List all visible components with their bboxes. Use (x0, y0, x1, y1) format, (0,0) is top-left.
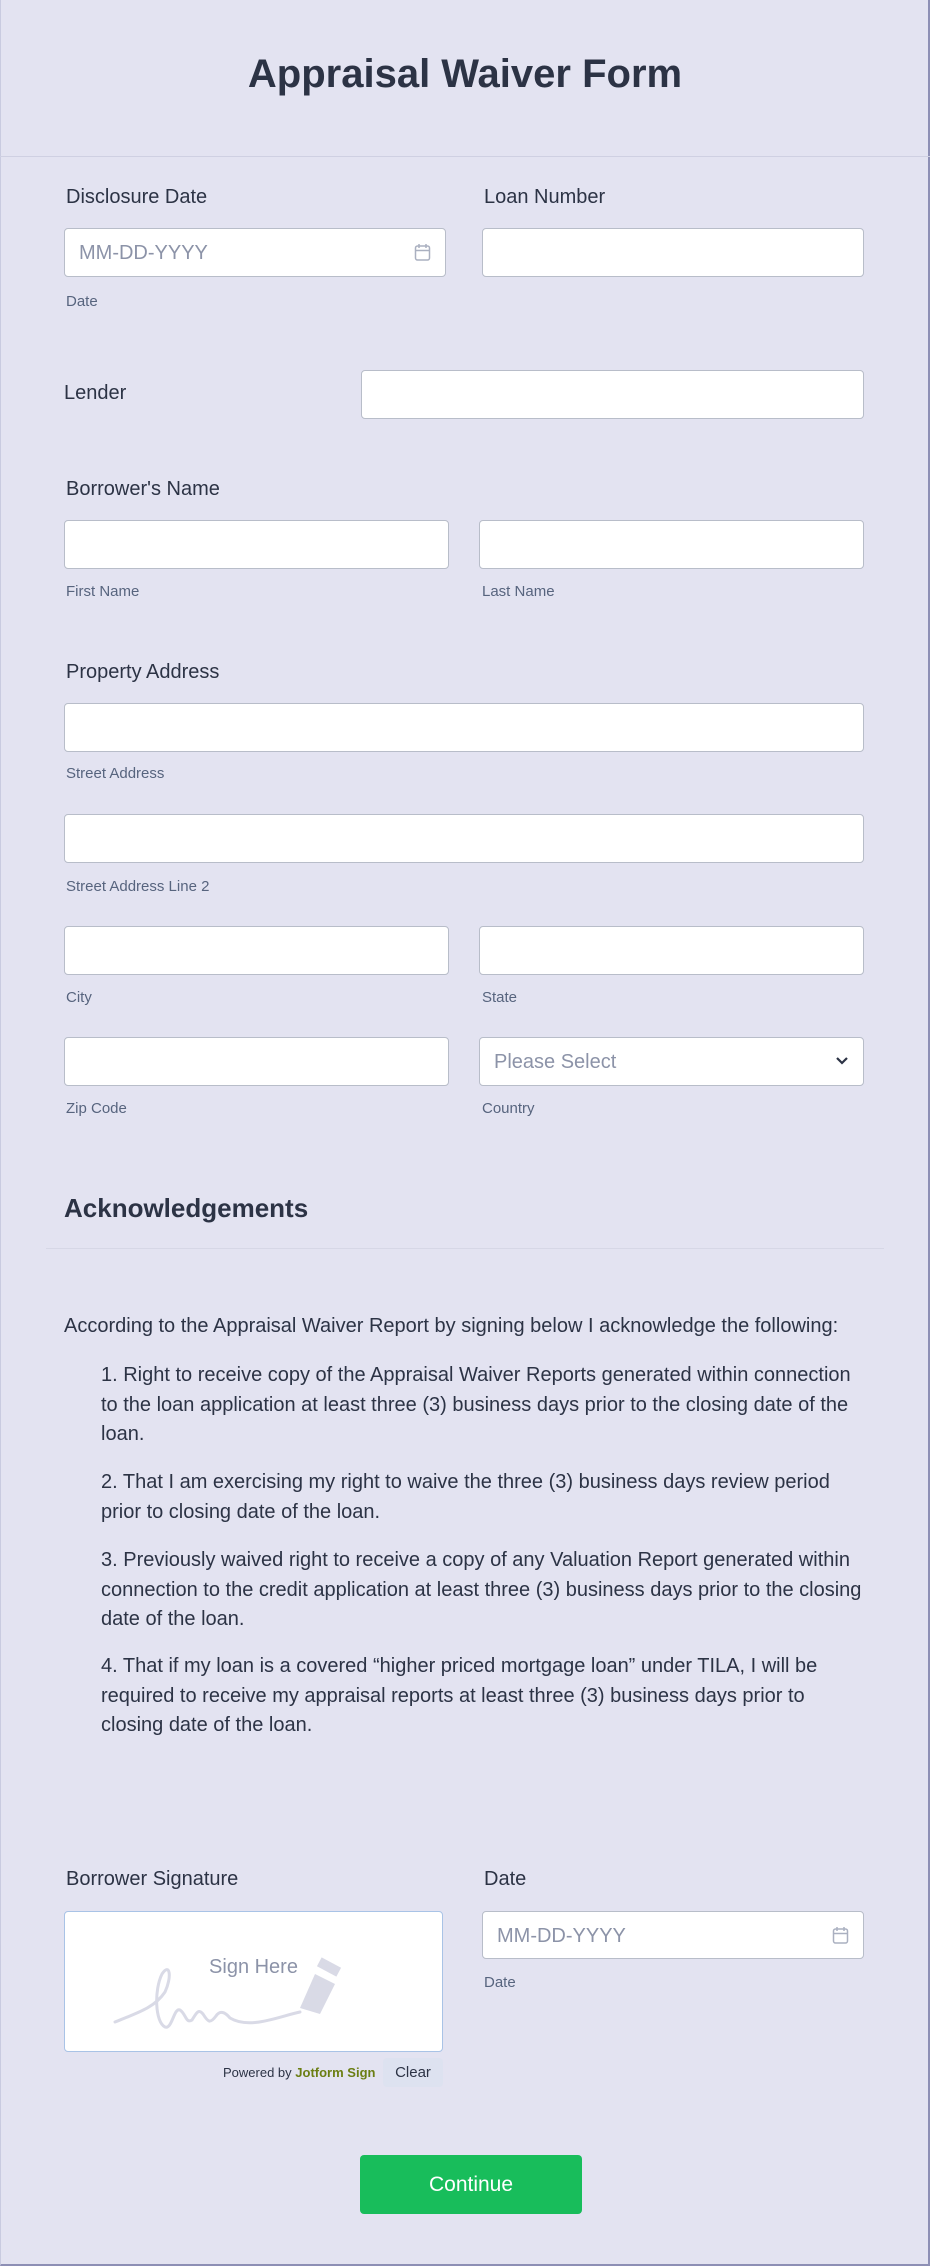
first-name-input[interactable] (64, 520, 449, 569)
property-address-label: Property Address (66, 661, 220, 683)
powered-by-text: Powered by (223, 2065, 292, 2080)
acknowledgement-item: 1. Right to receive copy of the Appraisal Waiver Reports generated within connection to the loan application at least three (3) business days prior to the closing date of the loan. (101, 1364, 851, 1445)
acknowledgements-heading: Acknowledgements (64, 1193, 309, 1223)
sign-date-placeholder: MM-DD-YYYY (497, 1925, 626, 1947)
sign-date-sublabel: Date (484, 1974, 516, 1991)
continue-button[interactable]: Continue (360, 2155, 582, 2214)
disclosure-date-sublabel: Date (66, 293, 98, 310)
acknowledgements-divider (46, 1248, 884, 1249)
chevron-down-icon (835, 1056, 849, 1066)
acknowledgements-intro: According to the Appraisal Waiver Report by signing below I acknowledge the following: (64, 1315, 839, 1337)
zip-code-sublabel: Zip Code (66, 1100, 127, 1117)
city-input[interactable] (64, 926, 449, 975)
street-address-line2-input[interactable] (64, 814, 864, 863)
borrower-signature-label: Borrower Signature (66, 1868, 239, 1890)
country-select[interactable] (479, 1037, 864, 1086)
country-sublabel: Country (482, 1100, 535, 1117)
disclosure-date-placeholder: MM-DD-YYYY (79, 242, 208, 264)
sign-date-input[interactable] (482, 1911, 864, 1959)
city-sublabel: City (66, 989, 92, 1006)
form-title: Appraisal Waiver Form (247, 52, 683, 96)
acknowledgement-item: 3. Previously waived right to receive a copy of any Valuation Report generated within connection to the credit application at least three (3) business days prior to the closing date of the loan. (101, 1549, 862, 1630)
sign-date-label: Date (484, 1868, 527, 1890)
zip-code-input[interactable] (64, 1037, 449, 1086)
state-input[interactable] (479, 926, 864, 975)
state-sublabel: State (482, 989, 518, 1006)
sign-here-text: Sign Here (209, 1956, 298, 1978)
street-address-line2-sublabel: Street Address Line 2 (66, 878, 210, 895)
street-address-sublabel: Street Address (66, 765, 165, 782)
loan-number-label: Loan Number (484, 186, 606, 208)
country-placeholder: Please Select (494, 1051, 617, 1073)
acknowledgement-item: 2. That I am exercising my right to waive the three (3) business days review period prior to closing date of the loan. (101, 1471, 830, 1523)
clear-signature-button[interactable]: Clear (383, 2058, 443, 2087)
first-name-sublabel: First Name (66, 583, 140, 600)
lender-label: Lender (64, 382, 127, 404)
calendar-icon[interactable] (832, 1926, 849, 1945)
disclosure-date-input[interactable] (64, 228, 446, 277)
jotform-sign-brand[interactable]: Jotform Sign (295, 2065, 376, 2080)
street-address-input[interactable] (64, 703, 864, 752)
signature-pen-icon (110, 1952, 400, 2032)
last-name-sublabel: Last Name (482, 583, 555, 600)
header-divider (0, 156, 930, 157)
powered-by (223, 2065, 375, 2080)
lender-input[interactable] (361, 370, 864, 419)
borrower-name-label: Borrower's Name (66, 478, 220, 500)
loan-number-input[interactable] (482, 228, 864, 277)
last-name-input[interactable] (479, 520, 864, 569)
calendar-icon[interactable] (414, 243, 431, 262)
signature-pad[interactable] (64, 1911, 443, 2052)
disclosure-date-label: Disclosure Date (66, 186, 208, 208)
acknowledgement-item: 4. That if my loan is a covered “higher priced mortgage loan” under TILA, I will be required to receive my appraisal reports at least three (3) business days prior to closing date of the loan. (101, 1655, 818, 1736)
